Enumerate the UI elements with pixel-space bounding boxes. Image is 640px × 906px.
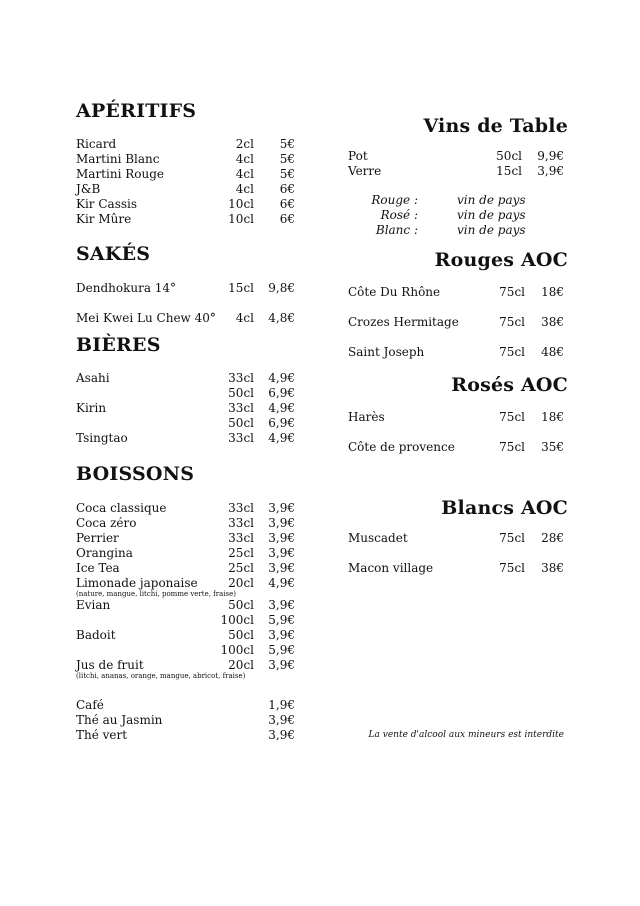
left-column [76,100,296,743]
item-price: 3,9€ [268,713,295,727]
item-price: 5€ [279,137,295,151]
item-name: Café [76,698,104,712]
item-price: 18€ [541,285,564,299]
item-volume: 50cl [228,386,254,400]
menu-item [76,311,296,326]
item-name: Verre [348,164,382,178]
menu-item [76,281,296,296]
item-price: 38€ [541,315,564,329]
item-volume: 75cl [499,345,525,359]
item-name: Perrier [76,531,119,545]
menu-item [76,546,296,561]
item-price: 3,9€ [268,658,295,672]
item-price: 28€ [541,531,564,545]
item-name: Thé au Jasmin [76,713,163,727]
item-volume: 75cl [499,561,525,575]
item-name: Kirin [76,401,107,415]
item-volume: 50cl [228,416,254,430]
item-volume: 75cl [499,410,525,424]
menu-item [76,628,296,643]
item-price: 5€ [279,167,295,181]
rouges-list [348,285,568,360]
item-price: 3,9€ [268,628,295,642]
item-volume: 2cl [235,137,254,151]
item-price: 4,9€ [268,371,295,385]
menu-item [76,401,296,416]
item-name: Martini Blanc [76,152,160,166]
item-price: 3,9€ [268,546,295,560]
right-column [348,115,568,576]
menu-item [348,440,568,455]
menu-item [348,561,568,576]
wine-type-value: vin de pays [457,208,526,222]
wine-type-value: vin de pays [457,193,526,207]
item-price: 3,9€ [268,531,295,545]
sakes-title: SAKÉS [76,243,151,265]
menu-item [348,315,568,330]
item-price: 3,9€ [268,501,295,515]
item-volume: 20cl [228,576,254,590]
menu-item [348,345,568,360]
menu-item [76,713,296,728]
sakes-list [76,281,296,326]
item-price: 3,9€ [268,516,295,530]
item-volume: 100cl [220,613,254,627]
menu-item [76,698,296,713]
item-name: Crozes Hermitage [348,315,459,329]
item-volume: 50cl [228,598,254,612]
item-name: Thé vert [76,728,128,742]
item-price: 9,8€ [268,281,295,295]
menu-item [348,285,568,300]
item-name: Harès [348,410,385,424]
legal-notice: La vente d'alcool aux mineurs est interdite [368,730,564,740]
item-name: Dendhokura 14° [76,281,177,295]
aperitifs-title: APÉRITIFS [76,100,197,122]
item-volume: 33cl [228,516,254,530]
item-volume: 20cl [228,658,254,672]
item-name: Tsingtao [76,431,128,445]
wine-type-label: Rouge : [371,193,418,207]
item-name: Martini Rouge [76,167,164,181]
item-volume: 4cl [235,182,254,196]
boissons-list [76,501,296,680]
item-name: Côte de provence [348,440,455,454]
menu-item [76,516,296,531]
item-name: Kir Mûre [76,212,132,226]
item-volume: 15cl [496,164,522,178]
item-name: J&B [76,182,101,196]
item-name: Jus de fruit [76,658,144,672]
item-price: 18€ [541,410,564,424]
item-volume: 75cl [499,285,525,299]
item-name: Pot [348,149,368,163]
item-price: 6,9€ [268,386,295,400]
bieres-list [76,371,296,446]
item-name: Muscadet [348,531,408,545]
item-price: 35€ [541,440,564,454]
wine-type-row [348,208,568,223]
item-volume: 100cl [220,643,254,657]
item-name: Côte Du Rhône [348,285,441,299]
item-price: 6€ [279,197,295,211]
menu-item [76,561,296,576]
item-price: 4,9€ [268,576,295,590]
menu-item [76,152,296,167]
item-name: Asahi [76,371,110,385]
menu-item [76,728,296,743]
item-price: 3,9€ [268,598,295,612]
item-name: Orangina [76,546,133,560]
menu-item [348,410,568,425]
menu-item [76,416,296,431]
item-volume: 75cl [499,531,525,545]
boissons-title: BOISSONS [76,463,195,485]
item-price: 4,9€ [268,401,295,415]
menu-item [76,197,296,212]
item-volume: 25cl [228,546,254,560]
menu-item [348,149,568,164]
bieres-title: BIÈRES [76,334,161,356]
menu-item [76,643,296,658]
menu-item [76,576,296,591]
menu-item [76,182,296,197]
item-volume: 75cl [499,315,525,329]
item-price: 6,9€ [268,416,295,430]
menu-item [76,598,296,613]
item-price: 1,9€ [268,698,295,712]
menu-item [76,501,296,516]
item-price: 5,9€ [268,643,295,657]
blancs-title: Blancs AOC [441,497,568,519]
roses-list [348,410,568,455]
item-name: Mei Kwei Lu Chew 40° [76,311,216,325]
item-volume: 75cl [499,440,525,454]
item-volume: 50cl [228,628,254,642]
wine-type-row [348,223,568,238]
item-name: Limonade japonaise [76,576,198,590]
item-volume: 4cl [235,167,254,181]
menu-item [76,613,296,628]
aperitifs-list [76,137,296,227]
item-price: 4,9€ [268,431,295,445]
item-price: 6€ [279,212,295,226]
item-name: Macon village [348,561,434,575]
item-price: 3,9€ [268,728,295,742]
item-volume: 33cl [228,531,254,545]
item-note: (litchi, ananas, orange, mangue, abricot, fraise) [76,672,246,680]
item-name: Saint Joseph [348,345,425,359]
blancs-list [348,531,568,576]
menu-item [76,658,296,673]
item-volume: 15cl [228,281,254,295]
item-name: Coca classique [76,501,167,515]
item-volume: 50cl [496,149,522,163]
wine-types-list [348,193,568,238]
vins-table-title: Vins de Table [423,115,568,137]
item-price: 5,9€ [268,613,295,627]
item-price: 38€ [541,561,564,575]
item-volume: 4cl [235,152,254,166]
item-price: 6€ [279,182,295,196]
rouges-title: Rouges AOC [434,249,568,271]
item-note: (nature, mangue, litchi, pomme verte, fraise) [76,590,236,598]
item-price: 3,9€ [537,164,564,178]
item-name: Kir Cassis [76,197,138,211]
menu-item [76,531,296,546]
item-price: 5€ [279,152,295,166]
item-volume: 33cl [228,431,254,445]
item-price: 9,9€ [537,149,564,163]
item-name: Ice Tea [76,561,120,575]
menu-item [76,167,296,182]
menu-item [348,531,568,546]
item-volume: 10cl [228,197,254,211]
menu-item [76,386,296,401]
wine-type-value: vin de pays [457,223,526,237]
item-price: 4,8€ [268,311,295,325]
vins-table-list [348,149,568,179]
item-name: Ricard [76,137,117,151]
wine-type-label: Blanc : [375,223,418,237]
item-price: 3,9€ [268,561,295,575]
item-volume: 33cl [228,501,254,515]
roses-title: Rosés AOC [451,374,568,396]
item-name: Badoit [76,628,116,642]
item-volume: 10cl [228,212,254,226]
item-volume: 25cl [228,561,254,575]
item-name: Evian [76,598,111,612]
wine-type-label: Rosé : [380,208,418,222]
menu-item [76,212,296,227]
menu-item [76,431,296,446]
wine-type-row [348,193,568,208]
item-volume: 4cl [235,311,254,325]
item-price: 48€ [541,345,564,359]
hot-drinks-list [76,698,296,743]
item-volume: 33cl [228,371,254,385]
menu-item [348,164,568,179]
item-name: Coca zéro [76,516,137,530]
menu-item [76,137,296,152]
menu-item [76,371,296,386]
item-volume: 33cl [228,401,254,415]
